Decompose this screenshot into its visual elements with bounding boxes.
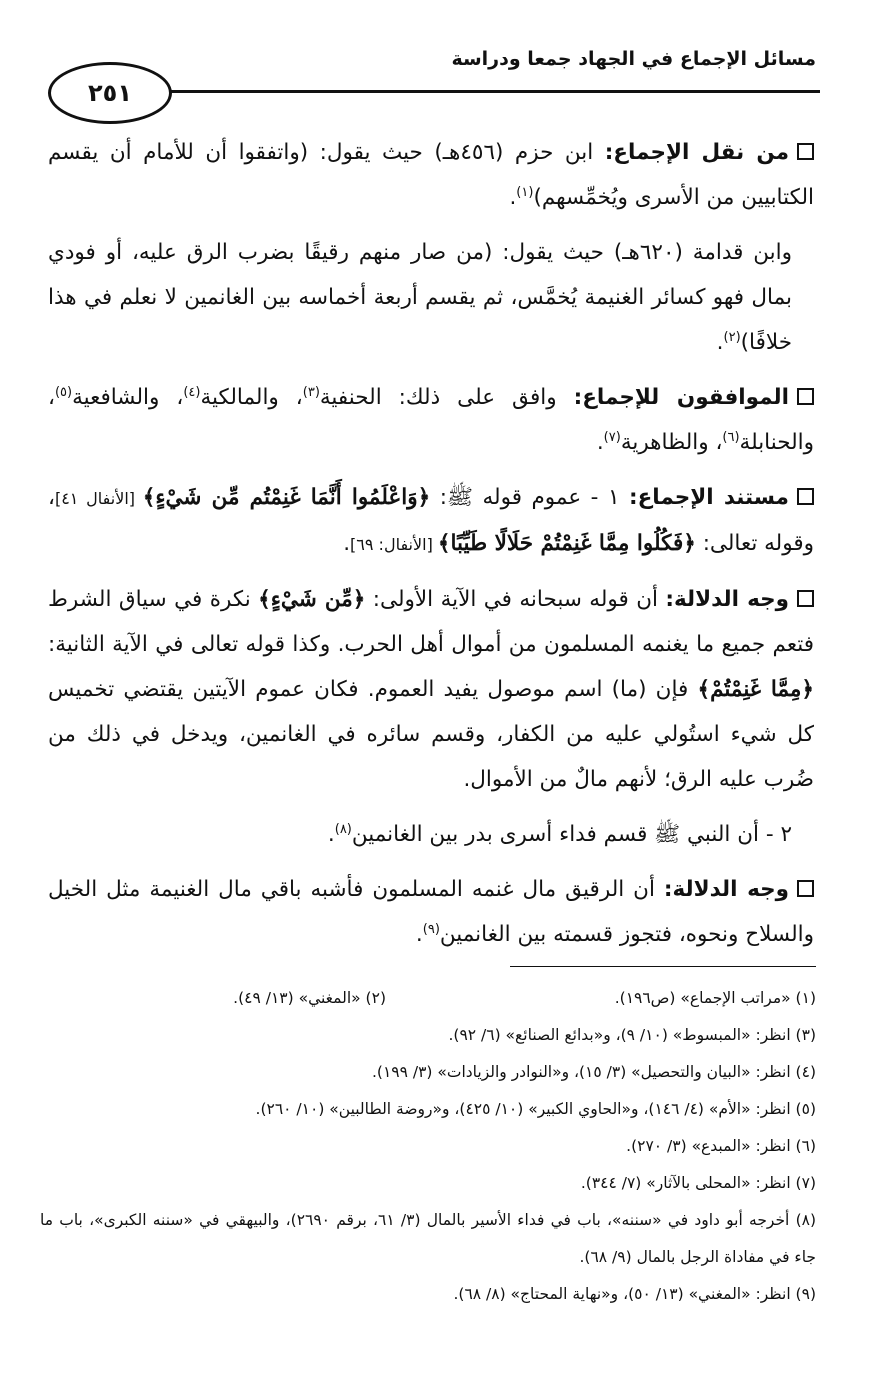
verse-reference: [الأنفال: ٦٩] <box>350 535 438 554</box>
paragraph-text: أن الرقيق مال غنمه المسلمون فأشبه باقي مال الغنيمة مثل الخيل والسلاح ونحوه، فتجوز قسمته بين الغانمين <box>48 877 814 947</box>
section-lead: وجه الدلالة: <box>665 587 789 612</box>
paragraph-text: فإن (ما) اسم موصول يفيد العموم. فكان عموم الآيتين يقتضي تخميس كل شيء استُولي عليه من الكفار، وقسم سائره في الغانمين، ويدخل في ذلك من ضُرب عليه الرق؛ لأنهم مالٌ من الأموال. <box>48 677 814 792</box>
footnote-4: (٤) انظر: «البيان والتحصيل» (٣/ ١٥)، و«النوادر والزيادات» (٣/ ١٩٩). <box>371 1063 816 1081</box>
square-marker-icon <box>797 880 814 897</box>
paragraph-muwafiqun <box>48 375 814 465</box>
quran-verse: ﴿وَاعْلَمُوا أَنَّمَا غَنِمْتُم مِّن شَيْءٍ﴾ <box>142 485 431 510</box>
footnote-ref[interactable]: (٥) <box>54 384 73 400</box>
footnote-1: (١) «مراتب الإجماع» (ص١٩٦). <box>614 989 816 1007</box>
paragraph-text: ٢ - أن النبي ﷺ قسم فداء أسرى بدر بين الغانمين <box>351 822 792 847</box>
quran-verse: ﴿فَكُلُوا مِمَّا غَنِمْتُمْ حَلَالًا طَيِّبًا﴾ <box>437 531 696 556</box>
paragraph-mustanad <box>48 475 814 567</box>
paragraph-naql <box>48 130 814 220</box>
paragraph-ibn-qudama <box>48 230 814 365</box>
paragraph-text: وافق على ذلك: الحنفية <box>319 385 574 410</box>
section-lead: مستند الإجماع: <box>629 485 789 510</box>
paragraph-text: أن قوله سبحانه في الآية الأولى: <box>365 587 666 612</box>
square-marker-icon <box>797 488 814 505</box>
footnote-9: (٩) انظر: «المغني» (١٣/ ٥٠)، و«نهاية المحتاج» (٨/ ٦٨). <box>453 1285 816 1303</box>
main-text <box>48 130 814 967</box>
header-title: مسائل الإجماع في الجهاد جمعا ودراسة <box>451 48 816 70</box>
footnote-separator <box>510 966 816 967</box>
paragraph-text: . <box>327 822 335 847</box>
running-header <box>40 40 820 120</box>
footnote-3: (٣) انظر: «المبسوط» (١٠/ ٩)، و«بدائع الصنائع» (٦/ ٩٢). <box>448 1026 816 1044</box>
footnote-7: (٧) انظر: «المحلى بالآثار» (٧/ ٣٤٤). <box>580 1174 816 1192</box>
paragraph-text: ، والشافعية <box>72 385 184 410</box>
paragraph-wajh-dalala-2 <box>48 867 814 957</box>
paragraph-text: ، والمالكية <box>200 385 303 410</box>
footnote-ref[interactable]: (٤) <box>183 384 201 400</box>
square-marker-icon <box>797 388 814 405</box>
paragraph-text: . <box>415 922 423 947</box>
paragraph-text: وابن قدامة (٦٢٠هـ) حيث يقول: (من صار منهم رقيقًا بضرب الرق عليه، أو فودي بمال فهو كسائر الغنيمة يُخمَّس، ثم يقسم أربعة أخماسه بين الغانمين لا نعلم في هذا خلافًا) <box>48 240 792 355</box>
verse-reference: [الأنفال ٤١] <box>54 489 143 508</box>
page-number-badge <box>48 62 172 124</box>
footnote-ref[interactable]: (١) <box>516 184 534 200</box>
footnote-2: (٢) «المغني» (١٣/ ٤٩). <box>233 989 386 1007</box>
paragraph-text: ابن حزم (٤٥٦هـ) حيث يقول: (واتفقوا أن للأمام أن يقسم الكتابيين من الأسرى ويُخمِّسهم) <box>48 140 814 210</box>
page-number: ٢٥١ <box>88 79 132 107</box>
footnote-ref[interactable]: (٦) <box>722 429 740 445</box>
quran-verse: ﴿مِّن شَيْءٍ﴾ <box>258 587 366 612</box>
paragraph-text: ، وقوله تعالى: <box>48 485 814 556</box>
footnote-8: (٨) أخرجه أبو داود في «سننه»، باب في فداء الأسير بالمال (٣/ ٦١، برقم ٢٦٩٠)، والبيهقي في «سننه الكبرى»، باب ما جاء في مفاداة الرجل بالمال (٩/ ٦٨). <box>40 1211 817 1266</box>
footnote-ref[interactable]: (٧) <box>603 429 621 445</box>
paragraph-text: ، والظاهرية <box>620 430 723 455</box>
square-marker-icon <box>797 143 814 160</box>
square-marker-icon <box>797 590 814 607</box>
paragraph-text: ، والحنابلة <box>48 385 814 455</box>
footnote-row <box>40 980 816 1017</box>
header-rule <box>150 90 820 93</box>
paragraph-text: . <box>716 330 724 355</box>
footnote-ref[interactable]: (٩) <box>422 921 440 937</box>
paragraph-wajh-dalala-1 <box>48 577 814 802</box>
paragraph-point-2 <box>48 812 814 857</box>
paragraph-text: ١ - عموم قوله ﷺ: <box>430 485 630 510</box>
paragraph-text: . <box>596 430 604 455</box>
quran-verse: ﴿مِمَّا غَنِمْتُمْ﴾ <box>697 677 814 702</box>
paragraph-text: . <box>343 531 351 556</box>
section-lead: من نقل الإجماع: <box>604 140 790 165</box>
paragraph-text: نكرة في سياق الشرط فتعم جميع ما يغنمه المسلمون من أموال أهل الحرب. وكذا قوله تعالى في الآية الثانية: <box>48 587 814 657</box>
footnote-5: (٥) انظر: «الأم» (٤/ ١٤٦)، و«الحاوي الكبير» (١٠/ ٤٢٥)، و«روضة الطالبين» (١٠/ ٢٦٠). <box>255 1100 816 1118</box>
footnote-6: (٦) انظر: «المبدع» (٣/ ٢٧٠). <box>626 1137 816 1155</box>
section-lead: الموافقون للإجماع: <box>573 385 789 410</box>
footnote-ref[interactable]: (٣) <box>302 384 320 400</box>
section-lead: وجه الدلالة: <box>663 877 789 902</box>
footnote-ref[interactable]: (٢) <box>723 329 741 345</box>
footnote-ref[interactable]: (٨) <box>334 821 352 837</box>
paragraph-text: . <box>509 185 517 210</box>
footnotes <box>40 980 816 1313</box>
